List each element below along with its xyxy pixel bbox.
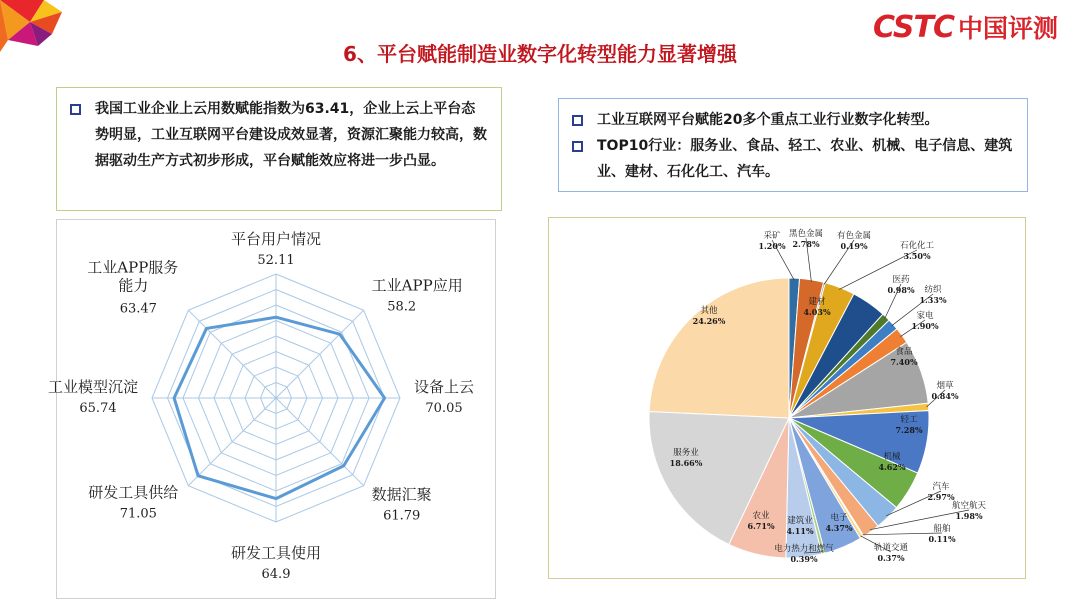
bullet-item — [571, 107, 1013, 133]
pie-slice-label: 石化化工 — [899, 241, 935, 251]
bullet-text: 我国工业企业上云用数赋能指数为63.41，企业上云上平台态势明显，工业互联网平台建设成效显著，资源汇聚能力较高，数据驱动生产方式初步形成，平台赋能效应将进一步凸显。 — [95, 101, 487, 169]
radar-chart-panel — [47, 219, 496, 599]
pie-value-label: 4.11% — [786, 526, 814, 536]
pie-value-label: 2.78% — [792, 239, 820, 249]
radar-value-label: 58.2 — [387, 299, 417, 315]
pie-value-label: 0.39% — [790, 554, 818, 564]
pie-slice-label: 黑色金属 — [788, 229, 824, 239]
pie-value-label: 6.71% — [747, 521, 775, 531]
pie-slice-label: 农业 — [752, 511, 770, 521]
pie-value-label: 4.03% — [803, 307, 831, 317]
radar-value-label: 61.79 — [383, 508, 421, 524]
pie-slice-label: 船舶 — [933, 524, 951, 534]
radar-axis-label: 工业模型沉淀 — [47, 378, 138, 396]
pie-slice-label: 建筑业 — [787, 516, 813, 526]
pie-value-label: 7.40% — [890, 357, 918, 367]
radar-axis-label: 研发工具供给 — [88, 483, 179, 502]
summary-box-left — [56, 87, 502, 211]
radar-value-label: 63.47 — [119, 301, 157, 317]
square-bullet-icon — [69, 103, 81, 115]
pie-slice-label: 服务业 — [673, 448, 699, 458]
pie-value-label: 1.33% — [919, 295, 947, 305]
logo-latin: CSTC — [872, 9, 954, 45]
radar-value-label: 52.11 — [257, 253, 295, 268]
pie-slice-label: 电子 — [830, 513, 848, 523]
pie-chart-panel — [548, 217, 1026, 579]
pie-value-label: 0.11% — [928, 534, 956, 544]
pie-value-label: 7.28% — [895, 425, 923, 435]
radar-axis-label: 研发工具使用 — [230, 544, 322, 562]
radar-value-label: 65.74 — [79, 401, 117, 416]
pie-slice-label: 医药 — [892, 275, 910, 285]
pie-value-label: 0.37% — [877, 553, 905, 563]
pie-slice-label: 其他 — [700, 306, 718, 316]
radar-axis-label: 数据汇聚 — [371, 485, 432, 504]
radar-axis-label: 工业APP应用 — [371, 276, 463, 295]
pie-slice-label: 家电 — [916, 311, 934, 321]
pie-value-label: 0.19% — [840, 241, 868, 251]
pie-value-label: 3.50% — [903, 251, 931, 261]
pie-slice-label: 轻工 — [900, 415, 918, 425]
pie-value-label: 24.26% — [692, 316, 726, 326]
pie-slice-label: 电力热力和燃气 — [774, 544, 834, 554]
pie-slice-label: 汽车 — [932, 482, 950, 492]
pie-value-label: 4.62% — [878, 462, 906, 472]
radar-value-label: 64.9 — [261, 567, 291, 582]
radar-chart — [47, 220, 495, 598]
pie-slice-label: 建材 — [808, 297, 826, 307]
pie-value-label: 0.98% — [887, 285, 915, 295]
radar-axis-label: 平台用户情况 — [230, 230, 322, 248]
pie-slice-label: 轨道交通 — [873, 543, 909, 553]
pie-slice-label: 烟草 — [936, 381, 954, 391]
radar-axis-label-line: 能力 — [118, 276, 149, 295]
radar-axis-label — [87, 258, 178, 294]
page-title: 6、平台赋能制造业数字化转型能力显著增强 — [343, 42, 737, 66]
pie-slice-label: 有色金属 — [836, 231, 872, 241]
logo-chinese: 中国评测 — [957, 14, 1058, 43]
pie-value-label: 1.98% — [955, 511, 983, 521]
bullet-text: TOP10行业：服务业、食品、轻工、农业、机械、电子信息、建筑业、建材、石化化工、汽车。 — [597, 138, 1013, 180]
radar-axis-label: 设备上云 — [414, 378, 475, 396]
pie-slice — [649, 278, 789, 418]
pie-value-label: 1.90% — [911, 321, 939, 331]
pie-slice-label: 纺织 — [924, 285, 942, 295]
pie-chart — [549, 218, 1025, 578]
square-bullet-icon — [571, 140, 583, 152]
bullet-item — [571, 133, 1013, 185]
square-bullet-icon — [571, 114, 583, 126]
radar-axis-label-line: 工业APP服务 — [87, 258, 179, 277]
bullet-text: 工业互联网平台赋能20多个重点工业行业数字化转型。 — [597, 112, 939, 128]
pie-slice-label: 机械 — [883, 452, 901, 462]
radar-value-label: 70.05 — [425, 401, 463, 416]
pie-value-label: 4.37% — [825, 523, 853, 533]
radar-value-label: 71.05 — [119, 506, 157, 522]
pie-slice-label: 航空航天 — [951, 501, 987, 511]
summary-box-right — [558, 98, 1028, 192]
pie-value-label: 2.97% — [927, 492, 955, 502]
bullet-item — [69, 96, 487, 174]
pie-slice-label: 采矿 — [763, 231, 781, 241]
pie-value-label: 1.20% — [758, 241, 786, 251]
pie-slice-label: 食品 — [895, 347, 913, 357]
pie-value-label: 18.66% — [669, 458, 703, 468]
pie-value-label: 0.84% — [931, 391, 959, 401]
